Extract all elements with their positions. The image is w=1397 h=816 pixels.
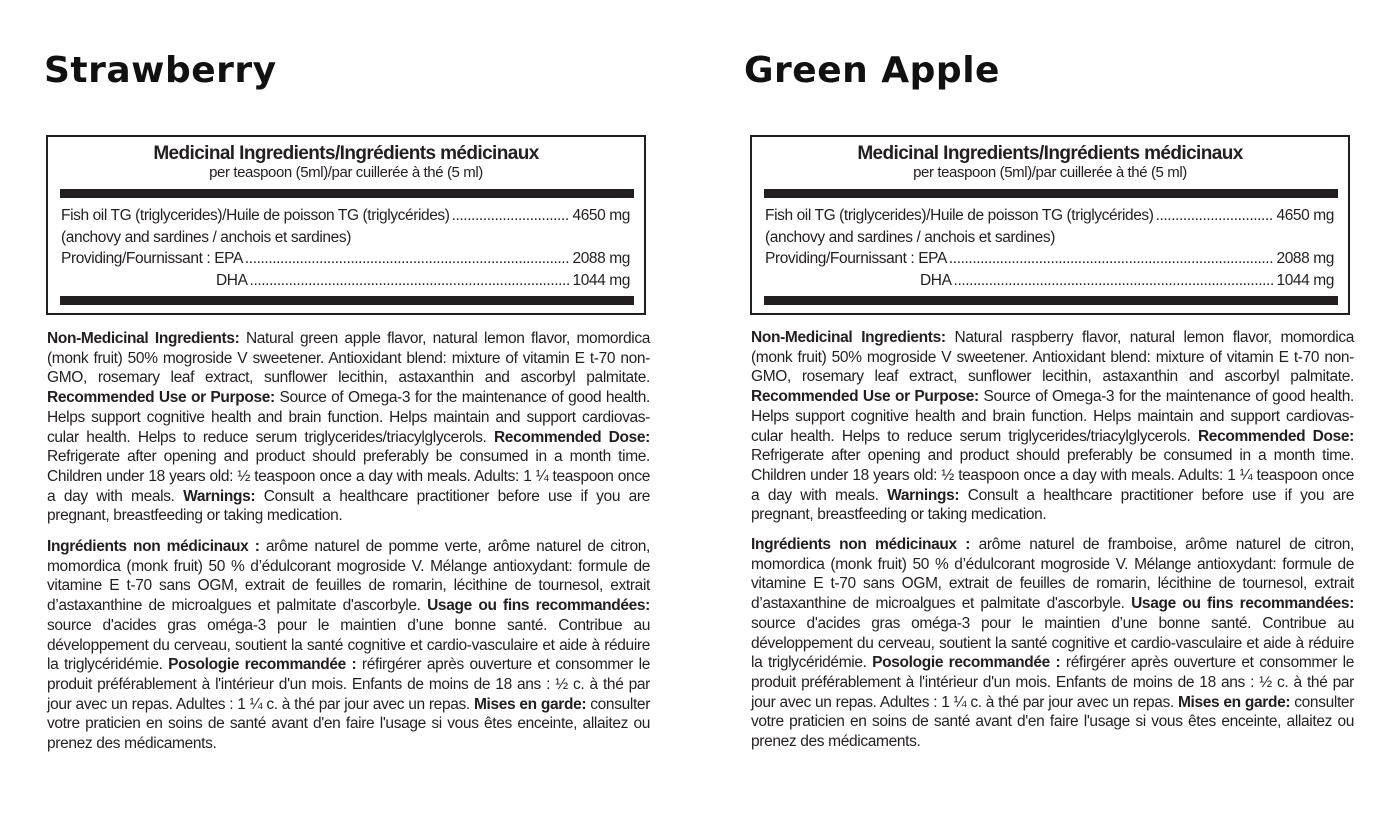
recommended-use-text-fr: source d'acides gras oméga-3 pour le maintien d’une bonne santé. Contribue au développement du cerveau, soutient la santé cognitive et cardio-vasculaire et aide à réduire la triglycéridémie.	[751, 614, 1354, 672]
dha-label: DHA	[216, 271, 248, 289]
non-medicinal-heading-fr: Ingrédients non médicinaux :	[751, 536, 971, 553]
recommended-use-heading: Recommended Use or Purpose:	[751, 388, 979, 406]
recommended-use-text-fr: source d'acides gras oméga-3 pour le maintien d’une bonne santé. Contribue au développement du cerveau, soutient la santé cognitive et cardio-vasculaire et aide à réduire la triglycéridémie.	[47, 616, 650, 674]
recommended-use-heading: Recommended Use or Purpose:	[47, 389, 275, 407]
epa-label: Providing/Fournissant : EPA	[765, 250, 947, 267]
recommended-dose-heading: Recommended Dose:	[1197, 427, 1354, 445]
english-label-text	[751, 328, 1354, 525]
fish-oil-label: Fish oil TG (triglycerides)/Huile de poisson TG (triglycérides)	[765, 207, 1154, 224]
warnings-heading-fr: Mises en garde:	[1177, 693, 1291, 711]
epa-row	[61, 248, 630, 270]
recommended-use-text: Source of Omega-3 for the maintenance of good health. Helps support cognitive health and brain function. Helps maintain and support cardiovas-cular health. Helps to reduce serum triglycerides/triacylglycerols.	[751, 388, 1354, 445]
leader-dots	[949, 248, 1275, 270]
warnings-text: Consult a healthcare practitioner before use if you are pregnant, breastfeeding or taking medication.	[751, 486, 1354, 524]
facts-lines	[765, 205, 1334, 291]
medicinal-ingredients-box	[750, 135, 1350, 315]
source-note-row	[61, 227, 630, 249]
fish-oil-row	[765, 205, 1334, 227]
facts-title: Medicinal Ingredients/Ingrédients médicinaux	[153, 143, 539, 164]
recommended-use-heading-fr: Usage ou fins recommandées:	[1131, 595, 1354, 613]
facts-divider-bottom	[60, 296, 634, 305]
flavor-title: Strawberry	[44, 50, 277, 91]
leader-dots	[250, 270, 571, 292]
recommended-dose-text: Refrigerate after opening and product should preferably be consumed in a month time. Children under 18 years old: ½ teaspoon once a day with meals. Adults: 1 ¼ teaspoon once a day with meals.	[751, 447, 1354, 504]
dha-label: DHA	[920, 271, 952, 289]
facts-divider-top	[60, 189, 634, 198]
french-label-text	[751, 535, 1354, 752]
non-medicinal-text-fr: arôme naturel de framboise, arôme naturel de citron, momordica (monk fruit) 50 % d’édulcorant mogroside V. Mélange antioxydant: formule de vitamine E t-70 sans OGM, extrait de feuilles de romarin, lécithine de tournesol, extrait d’astaxanthine de microalgues et palmitate d'ascorbyle.	[751, 536, 1354, 613]
recommended-dose-text-fr: réfirgérer après ouverture et consommer le produit préférablement à l'intérieur d'un mois. Enfants de moins de 18 ans : ½ c. à thé par jour avec un repas. Adultes : 1 ¼ c. à thé par jour avec un repas.	[751, 654, 1354, 711]
fish-oil-label: Fish oil TG (triglycerides)/Huile de poisson TG (triglycérides)	[61, 207, 450, 224]
leader-dots	[245, 248, 571, 270]
warnings-heading-fr: Mises en garde:	[473, 695, 587, 713]
epa-row	[765, 248, 1334, 270]
warnings-text-fr: consulter votre praticien en soins de santé avant d'en faire l'usage si vous êtes enceinte, allaitez ou prenez des médicaments.	[751, 693, 1355, 751]
warnings-text: Consult a healthcare practitioner before use if you are pregnant, breastfeeding or taking medication.	[47, 487, 650, 525]
facts-divider-bottom	[764, 296, 1338, 305]
source-note: (anchovy and sardines / anchois et sardines)	[61, 228, 351, 246]
french-label-text	[47, 537, 650, 754]
flavor-title: Green Apple	[744, 50, 1000, 91]
fish-oil-amount: 4650 mg	[1276, 207, 1334, 224]
epa-amount: 2088 mg	[572, 250, 630, 267]
recommended-dose-heading-fr: Posologie recommandée :	[168, 656, 357, 674]
epa-label: Providing/Fournissant : EPA	[61, 250, 243, 267]
warnings-heading: Warnings:	[183, 487, 256, 505]
non-medicinal-text: Natural green apple flavor, natural lemon flavor, momordica (monk fruit) 50% mogroside V sweetener. Antioxidant blend: mixture of vitamin E t-70 non-GMO, rosemary leaf extract, sunflower lecithin, astaxanthin and ascorbyl palmitate.	[47, 330, 650, 387]
leader-dots	[452, 205, 571, 227]
english-label-text	[47, 329, 650, 526]
non-medicinal-heading-fr: Ingrédients non médicinaux :	[47, 538, 260, 555]
leader-dots	[954, 270, 1275, 292]
facts-subtitle: per teaspoon (5ml)/par cuillerée à thé (5 ml)	[209, 164, 483, 181]
source-note-row	[765, 227, 1334, 249]
fish-oil-amount: 4650 mg	[572, 207, 630, 224]
recommended-dose-text-fr: réfirgérer après ouverture et consommer le produit préférablement à l'intérieur d'un mois. Enfants de moins de 18 ans : ½ c. à thé par jour avec un repas. Adultes : 1 ¼ c. à thé par jour avec un repas.	[47, 656, 650, 713]
dha-amount: 1044 mg	[572, 271, 630, 289]
source-note: (anchovy and sardines / anchois et sardines)	[765, 228, 1055, 246]
epa-amount: 2088 mg	[1276, 250, 1334, 267]
facts-divider-top	[764, 189, 1338, 198]
leader-dots	[1156, 205, 1275, 227]
recommended-dose-text: Refrigerate after opening and product should preferably be consumed in a month time. Children under 18 years old: ½ teaspoon once a day with meals. Adults: 1 ¼ teaspoon once a day with meals.	[47, 448, 650, 505]
facts-subtitle: per teaspoon (5ml)/par cuillerée à thé (5 ml)	[913, 164, 1187, 181]
recommended-dose-heading-fr: Posologie recommandée :	[872, 654, 1061, 672]
non-medicinal-heading: Non-Medicinal Ingredients:	[751, 329, 946, 346]
warnings-text-fr: consulter votre praticien en soins de santé avant d'en faire l'usage si vous êtes enceinte, allaitez ou prenez des médicaments.	[47, 695, 651, 753]
fish-oil-row	[61, 205, 630, 227]
non-medicinal-heading: Non-Medicinal Ingredients:	[47, 330, 240, 347]
facts-title: Medicinal Ingredients/Ingrédients médicinaux	[857, 143, 1243, 164]
warnings-heading: Warnings:	[887, 486, 960, 504]
non-medicinal-text: Natural raspberry flavor, natural lemon flavor, momordica (monk fruit) 50% mogroside V sweetener. Antioxidant blend: mixture of vitamin E t-70 non-GMO, rosemary leaf extract, sunflower lecithin, astaxanthin and ascorbyl palmitate.	[751, 329, 1355, 386]
medicinal-ingredients-box	[46, 135, 646, 315]
recommended-dose-heading: Recommended Dose:	[493, 428, 650, 446]
facts-lines	[61, 205, 630, 291]
dha-row	[765, 270, 1334, 292]
non-medicinal-text-fr: arôme naturel de pomme verte, arôme naturel de citron, momordica (monk fruit) 50 % d’édulcorant mogroside V. Mélange antioxydant: formule de vitamine E t-70 sans OGM, extrait de feuilles de romarin, lécithine de tournesol, extrait d’astaxanthine de microalgues et palmitate d'ascorbyle.	[47, 538, 650, 615]
dha-row	[61, 270, 630, 292]
recommended-use-heading-fr: Usage ou fins recommandées:	[427, 597, 650, 615]
dha-amount: 1044 mg	[1276, 271, 1334, 289]
recommended-use-text: Source of Omega-3 for the maintenance of good health. Helps support cognitive health and brain function. Helps maintain and support cardiovas-cular health. Helps to reduce serum triglycerides/triacylglycerols.	[47, 389, 650, 446]
